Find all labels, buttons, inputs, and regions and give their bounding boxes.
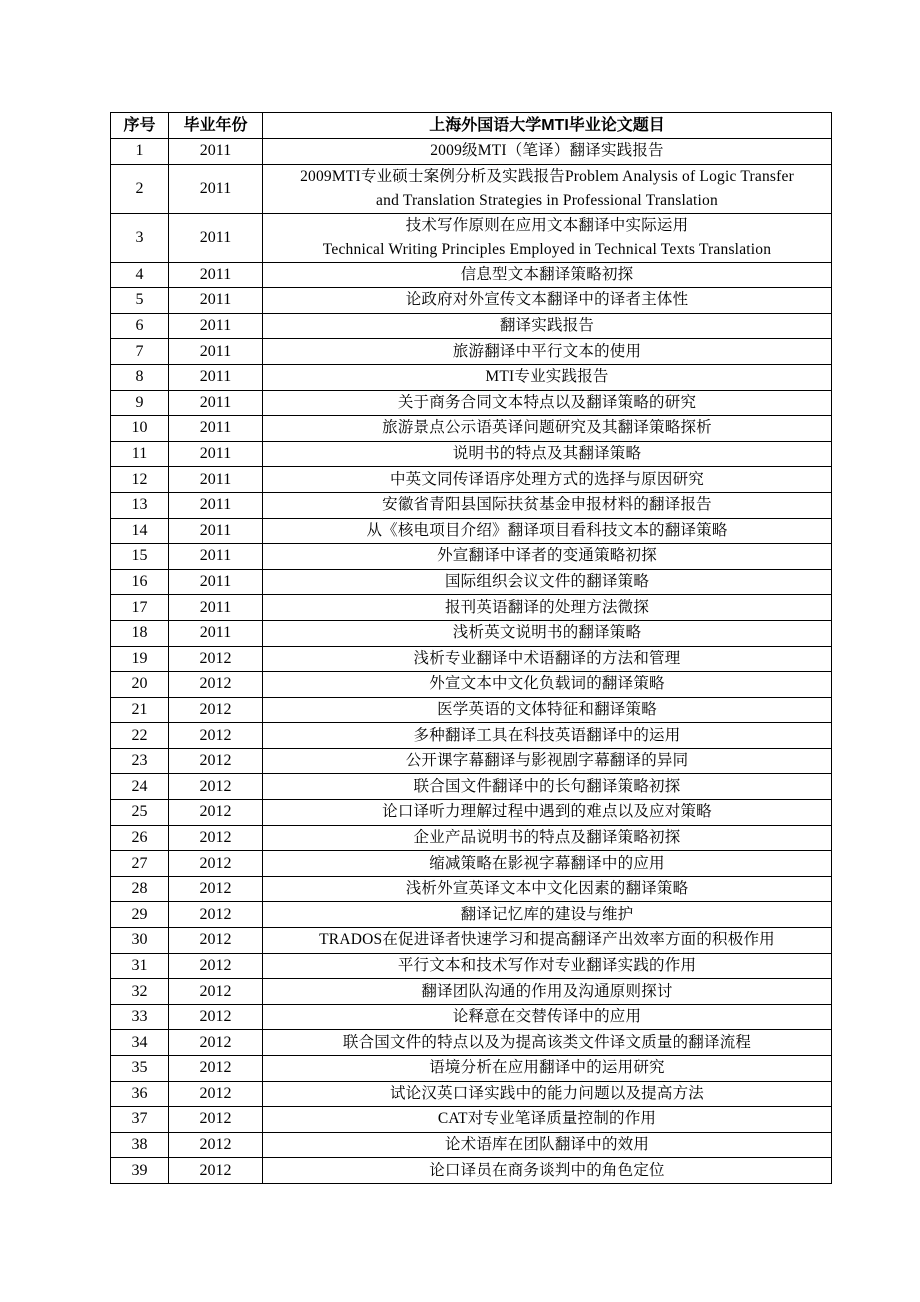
- serial-number-cell: 25: [111, 800, 169, 826]
- serial-number-cell: 32: [111, 979, 169, 1005]
- graduation-year-cell: 2011: [169, 364, 263, 390]
- thesis-title-line: 旅游景点公示语英译问题研究及其翻译策略探析: [382, 419, 712, 437]
- serial-number-cell: 22: [111, 723, 169, 749]
- thesis-title-line: 论口译听力理解过程中遇到的难点以及应对策略: [382, 803, 712, 821]
- thesis-title-cell: [263, 139, 832, 165]
- serial-number-cell: 33: [111, 1004, 169, 1030]
- thesis-title-cell: [263, 518, 832, 544]
- thesis-title-line: 安徽省青阳县国际扶贫基金申报材料的翻译报告: [382, 496, 712, 514]
- thesis-title-cell: [263, 544, 832, 570]
- thesis-title-line: 翻译实践报告: [499, 317, 595, 335]
- graduation-year-cell: 2012: [169, 1056, 263, 1082]
- thesis-title-line: 技术写作原则在应用文本翻译中实际运用: [405, 216, 689, 234]
- table-row: [111, 213, 832, 262]
- thesis-title-cell: [263, 262, 832, 288]
- serial-number-cell: 38: [111, 1132, 169, 1158]
- table-row: [111, 800, 832, 826]
- table-row: [111, 646, 832, 672]
- table-row: [111, 467, 832, 493]
- table-row: [111, 364, 832, 390]
- thesis-title-cell: [263, 1132, 832, 1158]
- serial-number-cell: 10: [111, 416, 169, 442]
- serial-number-cell: 20: [111, 672, 169, 698]
- graduation-year-cell: 2012: [169, 1030, 263, 1056]
- graduation-year-cell: 2012: [169, 876, 263, 902]
- serial-number-cell: 13: [111, 492, 169, 518]
- table-header-row: [111, 113, 832, 139]
- serial-number-cell: 26: [111, 825, 169, 851]
- serial-number-cell: 34: [111, 1030, 169, 1056]
- thesis-title-line: 论政府对外宣传文本翻译中的译者主体性: [405, 291, 689, 309]
- serial-number-cell: 3: [111, 213, 169, 262]
- thesis-title-line: 信息型文本翻译策略初探: [460, 265, 634, 283]
- graduation-year-cell: 2012: [169, 928, 263, 954]
- thesis-title-cell: [263, 1081, 832, 1107]
- table-row: [111, 390, 832, 416]
- thesis-title-line: and Translation Strategies in Professional Translation: [376, 191, 718, 209]
- serial-number-cell: 14: [111, 518, 169, 544]
- graduation-year-cell: 2012: [169, 1004, 263, 1030]
- serial-number-cell: 39: [111, 1158, 169, 1184]
- graduation-year-cell: 2011: [169, 620, 263, 646]
- serial-number-cell: 35: [111, 1056, 169, 1082]
- table-row: [111, 288, 832, 314]
- graduation-year-cell: 2011: [169, 441, 263, 467]
- thesis-title-line: 联合国文件的特点以及为提高该类文件译文质量的翻译流程: [342, 1033, 752, 1051]
- graduation-year-cell: 2012: [169, 953, 263, 979]
- table-row: [111, 774, 832, 800]
- table-row: [111, 339, 832, 365]
- serial-number-cell: 1: [111, 139, 169, 165]
- thesis-title-cell: [263, 953, 832, 979]
- serial-number-cell: 19: [111, 646, 169, 672]
- thesis-title-line: TRADOS在促进译者快速学习和提高翻译产出效率方面的积极作用: [319, 931, 775, 949]
- thesis-title-cell: [263, 467, 832, 493]
- thesis-title-cell: [263, 800, 832, 826]
- table-row: [111, 1056, 832, 1082]
- serial-number-cell: 27: [111, 851, 169, 877]
- table-row: [111, 979, 832, 1005]
- table-row: [111, 953, 832, 979]
- graduation-year-cell: 2012: [169, 697, 263, 723]
- thesis-title-line: 多种翻译工具在科技英语翻译中的运用: [413, 726, 681, 744]
- serial-number-cell: 30: [111, 928, 169, 954]
- table-row: [111, 1030, 832, 1056]
- graduation-year-cell: 2011: [169, 139, 263, 165]
- serial-number-cell: 6: [111, 313, 169, 339]
- serial-number-cell: 15: [111, 544, 169, 570]
- table-row: [111, 569, 832, 595]
- thesis-title-line: CAT对专业笔译质量控制的作用: [437, 1110, 657, 1128]
- thesis-title-line: 语境分析在应用翻译中的运用研究: [429, 1059, 665, 1077]
- table-row: [111, 313, 832, 339]
- serial-number-cell: 23: [111, 748, 169, 774]
- thesis-title-line: 论释意在交替传译中的应用: [452, 1008, 642, 1026]
- graduation-year-cell: 2012: [169, 851, 263, 877]
- thesis-title-cell: [263, 390, 832, 416]
- table-row: [111, 928, 832, 954]
- graduation-year-cell: 2011: [169, 164, 263, 213]
- graduation-year-cell: 2011: [169, 544, 263, 570]
- thesis-title-cell: [263, 928, 832, 954]
- table-row: [111, 1081, 832, 1107]
- table-row: [111, 518, 832, 544]
- thesis-title-line: 2009级MTI（笔译）翻译实践报告: [430, 142, 664, 160]
- thesis-title-cell: [263, 313, 832, 339]
- thesis-title-line: 缩减策略在影视字幕翻译中的应用: [429, 854, 665, 872]
- graduation-year-cell: 2011: [169, 569, 263, 595]
- thesis-title-cell: [263, 339, 832, 365]
- graduation-year-cell: 2011: [169, 595, 263, 621]
- thesis-title-line: 医学英语的文体特征和翻译策略: [437, 700, 657, 718]
- graduation-year-cell: 2012: [169, 800, 263, 826]
- thesis-title-cell: [263, 979, 832, 1005]
- thesis-title-cell: [263, 723, 832, 749]
- table-row: [111, 164, 832, 213]
- table-row: [111, 851, 832, 877]
- thesis-title-line: 国际组织会议文件的翻译策略: [444, 573, 650, 591]
- thesis-title-cell: [263, 1030, 832, 1056]
- thesis-title-line: 浅析外宣英译文本中文化因素的翻译策略: [405, 880, 689, 898]
- graduation-year-cell: 2011: [169, 492, 263, 518]
- thesis-title-cell: [263, 364, 832, 390]
- table-row: [111, 1004, 832, 1030]
- table-row: [111, 876, 832, 902]
- thesis-title-line: 旅游翻译中平行文本的使用: [452, 342, 642, 360]
- graduation-year-cell: 2011: [169, 288, 263, 314]
- thesis-title-line: 关于商务合同文本特点以及翻译策略的研究: [397, 393, 697, 411]
- thesis-title-line: 外宣文本中文化负载词的翻译策略: [429, 675, 665, 693]
- thesis-title-line: Technical Writing Principles Employed in Technical Texts Translation: [322, 240, 772, 258]
- graduation-year-cell: 2012: [169, 825, 263, 851]
- serial-number-cell: 16: [111, 569, 169, 595]
- table-row: [111, 441, 832, 467]
- thesis-title-cell: [263, 416, 832, 442]
- thesis-title-cell: [263, 288, 832, 314]
- thesis-title-line: 中英文同传译语序处理方式的选择与原因研究: [389, 470, 704, 488]
- table-row: [111, 825, 832, 851]
- thesis-title-line: 翻译记忆库的建设与维护: [460, 905, 634, 923]
- graduation-year-cell: 2011: [169, 313, 263, 339]
- serial-number-cell: 7: [111, 339, 169, 365]
- serial-number-cell: 11: [111, 441, 169, 467]
- graduation-year-cell: 2012: [169, 748, 263, 774]
- thesis-title-line: 报刊英语翻译的处理方法微探: [444, 598, 650, 616]
- thesis-title-cell: [263, 774, 832, 800]
- thesis-title-cell: [263, 492, 832, 518]
- thesis-title-cell: [263, 595, 832, 621]
- thesis-title-cell: [263, 697, 832, 723]
- thesis-title-cell: [263, 164, 832, 213]
- table-row: [111, 262, 832, 288]
- graduation-year-cell: 2012: [169, 672, 263, 698]
- serial-number-cell: 36: [111, 1081, 169, 1107]
- thesis-title-line: 浅析英文说明书的翻译策略: [452, 624, 642, 642]
- header-serial-number: 序号: [111, 113, 169, 139]
- thesis-title-cell: [263, 748, 832, 774]
- thesis-title-cell: [263, 1107, 832, 1133]
- graduation-year-cell: 2012: [169, 979, 263, 1005]
- serial-number-cell: 12: [111, 467, 169, 493]
- graduation-year-cell: 2011: [169, 467, 263, 493]
- serial-number-cell: 9: [111, 390, 169, 416]
- serial-number-cell: 8: [111, 364, 169, 390]
- thesis-title-cell: [263, 672, 832, 698]
- thesis-title-line: 试论汉英口译实践中的能力问题以及提高方法: [389, 1084, 704, 1102]
- thesis-title-cell: [263, 441, 832, 467]
- thesis-title-line: 翻译团队沟通的作用及沟通原则探讨: [421, 982, 673, 1000]
- table-body: [111, 139, 832, 1184]
- thesis-title-cell: [263, 646, 832, 672]
- graduation-year-cell: 2011: [169, 262, 263, 288]
- graduation-year-cell: 2012: [169, 1132, 263, 1158]
- table-row: [111, 416, 832, 442]
- serial-number-cell: 5: [111, 288, 169, 314]
- table-row: [111, 1107, 832, 1133]
- thesis-title-cell: [263, 851, 832, 877]
- thesis-title-cell: [263, 569, 832, 595]
- thesis-title-line: 论口译员在商务谈判中的角色定位: [429, 1161, 665, 1179]
- graduation-year-cell: 2011: [169, 213, 263, 262]
- graduation-year-cell: 2011: [169, 339, 263, 365]
- thesis-title-cell: [263, 825, 832, 851]
- table-row: [111, 902, 832, 928]
- graduation-year-cell: 2012: [169, 1107, 263, 1133]
- graduation-year-cell: 2012: [169, 902, 263, 928]
- header-graduation-year: 毕业年份: [169, 113, 263, 139]
- graduation-year-cell: 2011: [169, 416, 263, 442]
- graduation-year-cell: 2011: [169, 518, 263, 544]
- table-row: [111, 595, 832, 621]
- graduation-year-cell: 2012: [169, 1158, 263, 1184]
- thesis-title-cell: [263, 620, 832, 646]
- table-row: [111, 1132, 832, 1158]
- serial-number-cell: 28: [111, 876, 169, 902]
- serial-number-cell: 29: [111, 902, 169, 928]
- thesis-title-cell: [263, 1004, 832, 1030]
- thesis-title-cell: [263, 902, 832, 928]
- serial-number-cell: 4: [111, 262, 169, 288]
- thesis-title-line: 外宣翻译中译者的变通策略初探: [437, 547, 657, 565]
- thesis-title-line: 浅析专业翻译中术语翻译的方法和管理: [413, 649, 681, 667]
- thesis-title-cell: [263, 876, 832, 902]
- thesis-title-line: 说明书的特点及其翻译策略: [452, 445, 642, 463]
- table-row: [111, 139, 832, 165]
- serial-number-cell: 2: [111, 164, 169, 213]
- thesis-title-cell: [263, 1158, 832, 1184]
- thesis-title-table: [110, 112, 832, 1184]
- thesis-title-line: 论术语库在团队翻译中的效用: [444, 1136, 650, 1154]
- thesis-title-line: 联合国文件翻译中的长句翻译策略初探: [413, 777, 681, 795]
- thesis-title-line: MTI专业实践报告: [485, 368, 609, 386]
- table-row: [111, 1158, 832, 1184]
- table-row: [111, 697, 832, 723]
- thesis-title-cell: [263, 1056, 832, 1082]
- table-row: [111, 748, 832, 774]
- graduation-year-cell: 2012: [169, 723, 263, 749]
- thesis-title-line: 从《核电项目介绍》翻译项目看科技文本的翻译策略: [366, 521, 728, 539]
- serial-number-cell: 31: [111, 953, 169, 979]
- graduation-year-cell: 2012: [169, 774, 263, 800]
- serial-number-cell: 37: [111, 1107, 169, 1133]
- serial-number-cell: 21: [111, 697, 169, 723]
- table-row: [111, 544, 832, 570]
- serial-number-cell: 17: [111, 595, 169, 621]
- serial-number-cell: 18: [111, 620, 169, 646]
- graduation-year-cell: 2012: [169, 1081, 263, 1107]
- graduation-year-cell: 2011: [169, 390, 263, 416]
- table-row: [111, 672, 832, 698]
- thesis-title-line: 2009MTI专业硕士案例分析及实践报告Problem Analysis of Logic Transfer: [300, 167, 794, 185]
- table-row: [111, 620, 832, 646]
- thesis-title-line: 公开课字幕翻译与影视剧字幕翻译的异同: [405, 752, 689, 770]
- header-thesis-title: 上海外国语大学MTI毕业论文题目: [263, 113, 832, 139]
- thesis-title-line: 企业产品说明书的特点及翻译策略初探: [413, 828, 681, 846]
- serial-number-cell: 24: [111, 774, 169, 800]
- graduation-year-cell: 2012: [169, 646, 263, 672]
- thesis-title-line: 平行文本和技术写作对专业翻译实践的作用: [397, 956, 697, 974]
- thesis-title-cell: [263, 213, 832, 262]
- table-row: [111, 492, 832, 518]
- table-row: [111, 723, 832, 749]
